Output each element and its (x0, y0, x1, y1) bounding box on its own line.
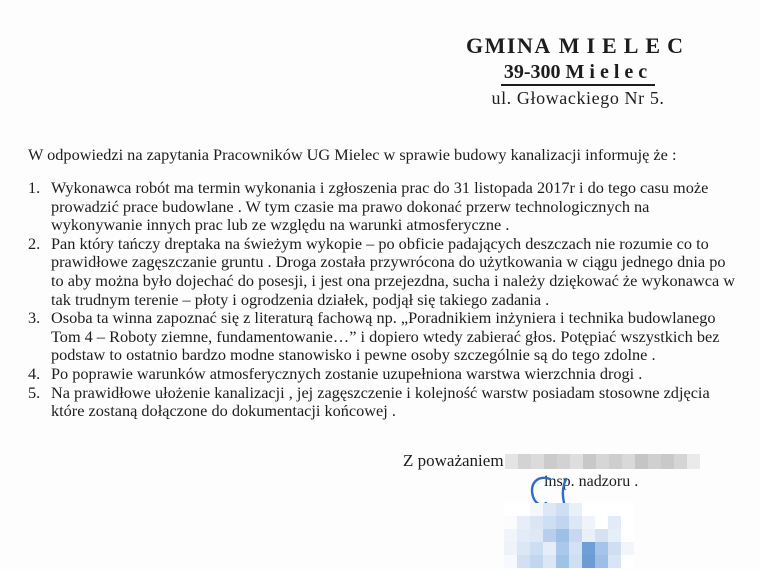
mosaic-cell (530, 516, 543, 529)
org-name-word2: MIELEC (558, 33, 690, 58)
mosaic-cell (582, 529, 595, 542)
list-item-text: Wykonawca robót ma termin wykonania i zgłoszenia prac do 31 listopada 2017r i do tego casu może prowadzić prace budowlane . W tym czasie ma prawo dokonać przerw technologicznych na wykonywanie innych prac lub ze względu na warunki atmosferyczne . (51, 178, 709, 235)
mosaic-cell (582, 503, 595, 516)
mosaic-cell (517, 529, 530, 542)
mosaic-cell (543, 529, 556, 542)
mosaic-cell (621, 555, 634, 568)
mosaic-cell (505, 454, 518, 469)
mosaic-cell (556, 542, 569, 555)
mosaic-cell (543, 503, 556, 516)
mosaic-cell (569, 516, 582, 529)
mosaic-cell (556, 503, 569, 516)
mosaic-cell (543, 516, 556, 529)
list-item-number: 2. (28, 233, 41, 253)
mosaic-cell (569, 503, 582, 516)
mosaic-cell (595, 503, 608, 516)
org-name-word1: GMINA (466, 33, 552, 58)
mosaic-cell (556, 555, 569, 568)
mosaic-cell (596, 454, 609, 469)
mosaic-cell (582, 542, 595, 555)
list-item-text: Po poprawie warunków atmosferycznych zostanie uzupełniona warstwa wierzchnia drogi . (51, 363, 643, 383)
mosaic-cell (621, 516, 634, 529)
mosaic-cell (544, 454, 557, 469)
mosaic-cell (608, 516, 621, 529)
mosaic-cell (517, 516, 530, 529)
city-name: Mielec (565, 61, 653, 83)
mosaic-cell (674, 454, 687, 469)
mosaic-cell (530, 542, 543, 555)
address-line1-wrap (416, 61, 740, 86)
mosaic-cell (595, 529, 608, 542)
mosaic-cell (543, 555, 556, 568)
mosaic-cell (530, 503, 543, 516)
mosaic-cell (648, 454, 661, 469)
mosaic-cell (608, 555, 621, 568)
address-line1 (501, 61, 655, 86)
mosaic-cell (569, 529, 582, 542)
redacted-name-mosaic (505, 454, 700, 469)
list-item (28, 179, 735, 235)
mosaic-cell (518, 454, 531, 469)
mosaic-cell (517, 542, 530, 555)
list-item-number: 5. (28, 382, 41, 402)
redacted-signature-mosaic (504, 503, 634, 568)
mosaic-cell (582, 516, 595, 529)
mosaic-cell (621, 503, 634, 516)
pen-stroke-arc (532, 478, 550, 505)
mosaic-cell (608, 503, 621, 516)
mosaic-cell (621, 529, 634, 542)
org-name (416, 33, 740, 59)
mosaic-cell (531, 454, 544, 469)
mosaic-cell (569, 542, 582, 555)
mosaic-cell (504, 503, 517, 516)
list-item-number: 1. (28, 178, 41, 197)
mosaic-cell (517, 555, 530, 568)
list-item (28, 365, 735, 384)
mosaic-cell (556, 516, 569, 529)
mosaic-cell (621, 542, 634, 555)
mosaic-cell (582, 555, 595, 568)
list-item-number: 3. (28, 308, 41, 328)
mosaic-row (504, 555, 634, 568)
mosaic-cell (608, 542, 621, 555)
mosaic-cell (687, 454, 700, 469)
signer-title: insp. nadzoru . (544, 473, 639, 490)
mosaic-cell (557, 454, 570, 469)
list-item (28, 309, 735, 365)
mosaic-cell (543, 542, 556, 555)
mosaic-row (504, 542, 634, 555)
mosaic-cell (595, 555, 608, 568)
mosaic-cell (570, 454, 583, 469)
mosaic-cell (583, 454, 596, 469)
mosaic-cell (622, 454, 635, 469)
intro-paragraph: W odpowiedzi na zapytania Pracowników UG Mielec w sprawie budowy kanalizacji informuję że : (28, 145, 677, 164)
mosaic-cell (556, 529, 569, 542)
list-item-text: Pan który tańczy dreptaka na świeżym wykopie – po obficie padających deszczach nie rozumie co to prawidłowe zagęszczanie gruntu . Droga została przywrócona do użytkowania w ciągu jednego dnia po to aby można było dojechać do posesji, i jest ona przejezdna, sucha i należy dziękować że wykonawca w tak trudnym terenie – płoty i ogrodzenia działek, podjął się takiego zadania . (51, 233, 736, 309)
mosaic-row (504, 503, 634, 516)
mosaic-row (504, 529, 634, 542)
mosaic-cell (504, 516, 517, 529)
mosaic-cell (504, 529, 517, 542)
mosaic-cell (635, 454, 648, 469)
mosaic-row (504, 516, 634, 529)
mosaic-cell (517, 503, 530, 516)
list-item (28, 384, 735, 421)
postal-code: 39-300 (503, 61, 561, 83)
list-item-number: 4. (28, 363, 41, 383)
mosaic-cell (569, 555, 582, 568)
mosaic-cell (595, 516, 608, 529)
list-item (28, 235, 735, 309)
mosaic-cell (608, 529, 621, 542)
closing-phrase: Z poważaniem (403, 451, 504, 470)
pen-stroke-line (563, 479, 566, 506)
list-item-text: Na prawidłowe ułożenie kanalizacji , jej zagęszczenie i kolejność warstw posiadam stosowne zdjęcia które zostaną dołączone do dokumentacji końcowej . (51, 382, 710, 421)
mosaic-cell (530, 529, 543, 542)
mosaic-cell (504, 555, 517, 568)
mosaic-cell (609, 454, 622, 469)
list-item-text: Osoba ta winna zapoznać się z literaturą fachową np. „Poradnikiem inżyniera i technika budowlanego Tom 4 – Roboty ziemne, fundamentowanie…” i dopiero wtedy zabierać głos. Potępiać wszystkich bez podstaw to ostatnio bardzo modne stanowisko i pewne osoby szczególnie są do tego zdolne . (51, 308, 720, 365)
mosaic-cell (504, 542, 517, 555)
address-line2: ul. Głowackiego Nr 5. (491, 88, 665, 108)
letterhead (416, 33, 740, 108)
mosaic-cell (595, 542, 608, 555)
mosaic-cell (661, 454, 674, 469)
points-list (28, 179, 735, 421)
mosaic-cell (530, 555, 543, 568)
